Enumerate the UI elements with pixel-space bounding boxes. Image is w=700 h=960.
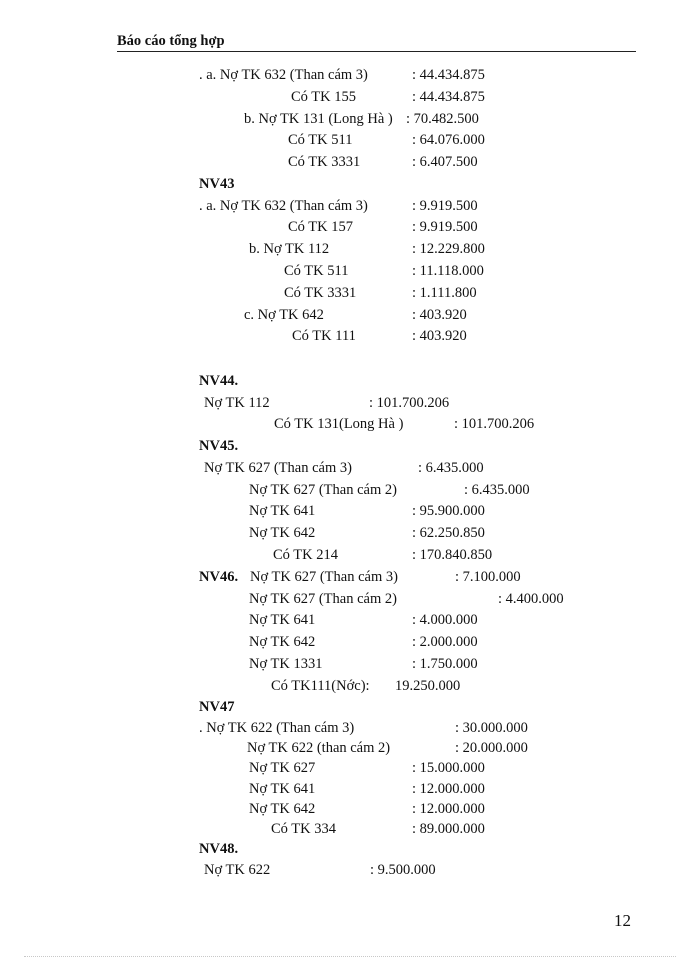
entry-value: : 11.118.000 (412, 263, 484, 279)
entry-value: : 170.840.850 (412, 547, 493, 563)
entry-value: : 12.000.000 (412, 801, 485, 817)
entry-heading: NV46. (199, 569, 239, 585)
entry-text: Có TK 334 (271, 821, 336, 837)
entry-value: : 2.000.000 (412, 634, 478, 650)
entry-text: Nợ TK 641 (249, 781, 316, 797)
page-number: 12 (614, 911, 631, 930)
entry-text: b. Nợ TK 131 (Long Hà ) (244, 111, 393, 127)
entry-text: Nợ TK 641 (249, 612, 316, 628)
entry-value: : 6.435.000 (418, 460, 484, 476)
entry-value: : 9.919.500 (412, 198, 478, 214)
entry-value: : 89.000.000 (412, 821, 485, 837)
entry-text: Nợ TK 642 (249, 525, 316, 541)
entry-value: : 1.111.800 (412, 285, 477, 301)
entry-value: : 101.700.206 (369, 395, 450, 411)
entry-text: Nợ TK 1331 (249, 656, 323, 672)
entry-value: : 4.000.000 (412, 612, 478, 628)
entry-value: : 403.920 (412, 307, 467, 323)
entry-value: : 12.229.800 (412, 241, 485, 257)
entry-value: : 6.407.500 (412, 154, 478, 170)
entry-text: . a. Nợ TK 632 (Than cám 3) (199, 198, 368, 214)
entry-value: : 70.482.500 (406, 111, 479, 127)
entry-text: Nợ TK 641 (249, 503, 316, 519)
entry-text: Nợ TK 622 (than cám 2) (247, 740, 391, 756)
entry-text: Có TK 3331 (288, 154, 361, 170)
entry-text: . a. Nợ TK 632 (Than cám 3) (199, 67, 368, 83)
entry-text: b. Nợ TK 112 (249, 241, 330, 257)
entry-text: Nợ TK 642 (249, 634, 316, 650)
entry-text: Có TK 511 (284, 263, 349, 279)
entry-value: : 9.919.500 (412, 219, 478, 235)
entry-value: 19.250.000 (395, 678, 461, 694)
entry-text: Có TK 131(Long Hà ) (274, 416, 404, 432)
entry-text: Nợ TK 627 (Than cám 2) (249, 482, 397, 498)
entry-value: : 4.400.000 (498, 591, 564, 607)
entry-value: : 62.250.850 (412, 525, 485, 541)
entry-value: : 15.000.000 (412, 760, 485, 776)
entry-value: : 6.435.000 (464, 482, 530, 498)
entry-text: Nợ TK 627 (Than cám 3) (250, 569, 398, 585)
entry-text: Nợ TK 112 (204, 395, 270, 411)
entry-text: Có TK 111 (292, 328, 356, 344)
entry-text: c. Nợ TK 642 (244, 307, 324, 323)
entry-value: : 9.500.000 (370, 862, 436, 878)
entry-value: : 12.000.000 (412, 781, 485, 797)
entry-text: Nợ TK 627 (Than cám 3) (204, 460, 352, 476)
entry-value: : 403.920 (412, 328, 467, 344)
entry-text: Có TK 157 (288, 219, 353, 235)
entry-text: Có TK 3331 (284, 285, 357, 301)
entry-value: : 7.100.000 (455, 569, 521, 585)
entry-text: Nợ TK 627 (249, 760, 316, 776)
entry-text: Có TK 511 (288, 132, 353, 148)
entry-value: : 44.434.875 (412, 89, 485, 105)
entry-text: Có TK111(Nớc): (271, 678, 370, 694)
entry-text: Nợ TK 642 (249, 801, 316, 817)
entry-text: Nợ TK 627 (Than cám 2) (249, 591, 397, 607)
entry-text: Có TK 214 (273, 547, 338, 563)
entry-text: Nợ TK 622 (204, 862, 271, 878)
entry-value: : 64.076.000 (412, 132, 485, 148)
entry-value: : 1.750.000 (412, 656, 478, 672)
page-bottom-divider (24, 956, 676, 957)
entry-text: . Nợ TK 622 (Than cám 3) (199, 720, 355, 736)
entry-value: : 20.000.000 (455, 740, 528, 756)
entry-value: : 95.900.000 (412, 503, 485, 519)
header-title: Báo cáo tổng hợp (117, 33, 225, 49)
entry-value: : 101.700.206 (454, 416, 535, 432)
entry-value: : 30.000.000 (455, 720, 528, 736)
entry-value: : 44.434.875 (412, 67, 485, 83)
entry-text: Có TK 155 (291, 89, 356, 105)
page-header (117, 31, 636, 52)
